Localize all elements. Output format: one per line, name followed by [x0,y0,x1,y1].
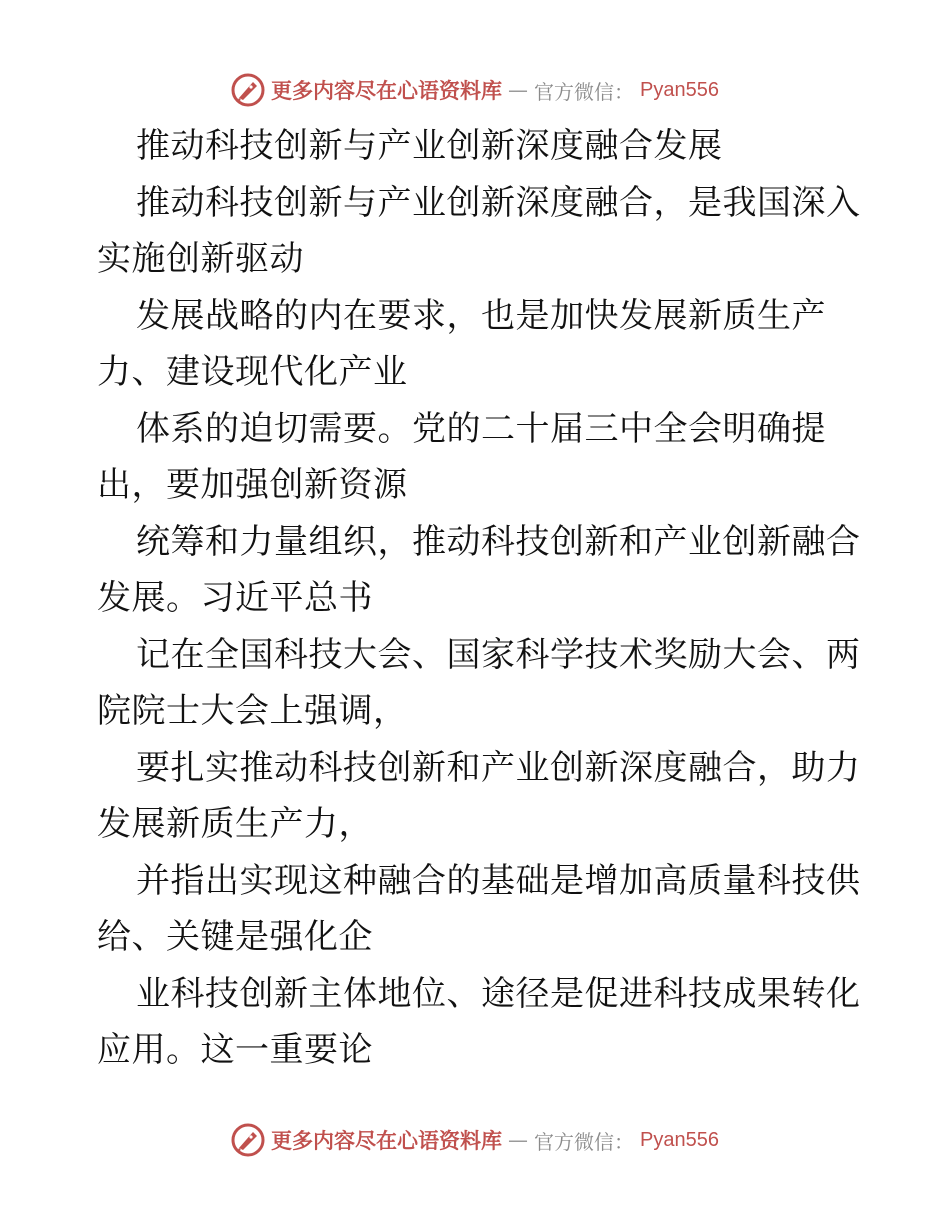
paragraph-line: 统筹和力量组织，推动科技创新和产业创新融合 [136,521,861,562]
paragraph-line: 记在全国科技大会、国家科学技术奖励大会、两 [136,634,861,675]
banner-separator: — [508,78,529,102]
paragraph-line: 应用。这一重要论 [97,1030,373,1070]
document-title: 推动科技创新与产业创新深度融合发展 [136,126,723,166]
header-banner [0,70,950,110]
paragraph-line: 要扎实推动科技创新和产业创新深度融合，助力 [136,747,861,788]
paragraph-line: 推动科技创新与产业创新深度融合，是我国深入 [136,182,861,223]
paragraph-line: 给、关键是强化企 [97,917,373,957]
banner-wechat-label: 官方微信： [534,1129,635,1154]
paragraph-line: 出，要加强创新资源 [97,465,408,505]
paragraph-line: 体系的迫切需要。党的二十届三中全会明确提 [136,408,826,449]
banner-brand-text: 更多内容尽在心语资料库 [271,1128,503,1153]
paragraph-line: 院院士大会上强调， [97,691,408,731]
paragraph-line: 业科技创新主体地位、途径是促进科技成果转化 [136,973,861,1014]
footer-banner [0,1120,950,1160]
banner-wechat-handle: Pyan556 [640,78,719,101]
pen-nib-logo-icon [231,73,265,107]
banner-separator: — [508,1128,529,1152]
paragraph-line: 发展。习近平总书 [97,578,373,618]
paragraph-line: 力、建设现代化产业 [97,352,408,392]
banner-wechat-handle: Pyan556 [640,1128,719,1151]
pen-nib-logo-icon [231,1123,265,1157]
paragraph-line: 并指出实现这种融合的基础是增加高质量科技供 [136,860,861,901]
paragraph-line: 发展战略的内在要求，也是加快发展新质生产 [136,295,826,336]
banner-brand-text: 更多内容尽在心语资料库 [271,78,503,103]
banner-wechat-label: 官方微信： [534,79,635,104]
paragraph-line: 发展新质生产力， [97,804,373,844]
paragraph-line: 实施创新驱动 [97,239,304,279]
document-body [97,118,861,1079]
